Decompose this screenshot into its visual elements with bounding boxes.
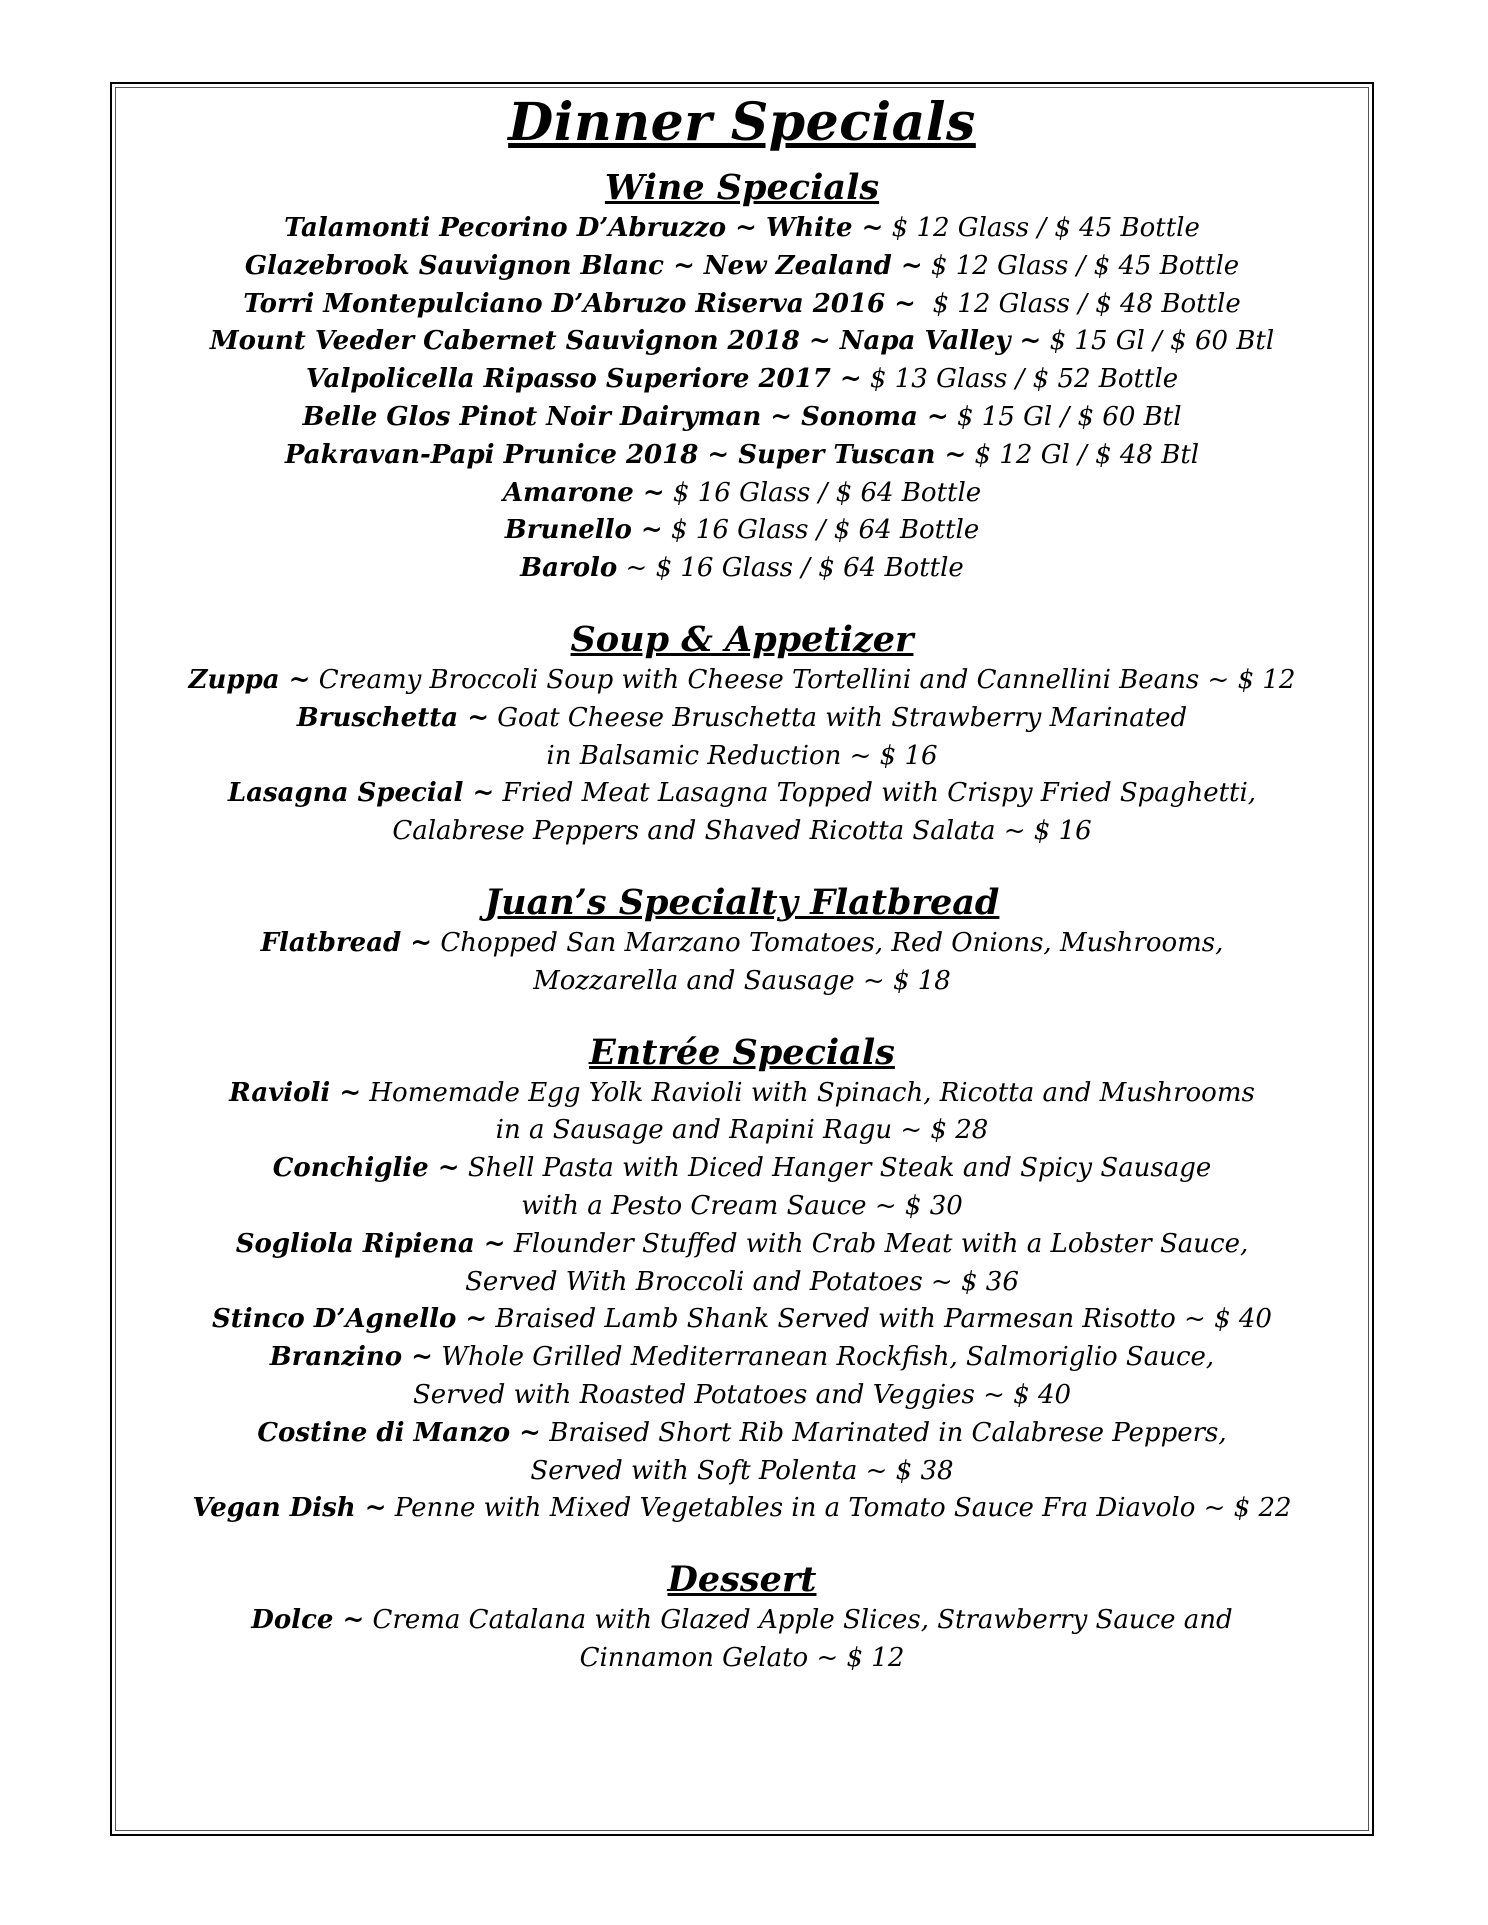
wine-price: $ 16 Glass / $ 64 Bottle [664,477,982,508]
wine-item [112,512,1372,550]
spacer [112,1528,1372,1558]
item-name: Branzino ~ [269,1342,433,1373]
item-desc-cont: with a Pesto Cream Sauce ~ $ 30 [521,1190,963,1221]
item-desc: Creamy Broccoli Soup with Cheese Tortellini and Cannellini Beans ~ $ 12 [310,664,1296,695]
item-name: Lasagna Special ~ [227,778,495,809]
wine-name: Belle Glos Pinot Noir Dairyman ~ Sonoma ~ [302,401,949,432]
menu-item-conchiglie [112,1150,1372,1188]
menu-content [112,90,1372,1678]
wine-item [112,323,1372,361]
item-desc-cont: Served With Broccoli and Potatoes ~ $ 36 [465,1266,1019,1297]
wine-price: $ 12 Gl / $ 48 Btl [966,439,1200,470]
menu-item-stinco [112,1301,1372,1339]
menu-item-lasagna [112,775,1372,813]
item-desc-cont: Mozzarella and Sausage ~ $ 18 [533,965,951,996]
wine-name: Amarone ~ [502,477,665,508]
wine-price: $ 12 Glass / $ 45 Bottle [922,250,1240,281]
item-desc-cont: Calabrese Peppers and Shaved Ricotta Salata ~ $ 16 [392,816,1092,847]
wine-name: Pakravan-Papi Prunice 2018 ~ Super Tuscan ~ [284,439,967,470]
menu-item-dolce [112,1602,1372,1640]
item-name: Zuppa ~ [188,664,311,695]
wine-item [112,248,1372,286]
menu-item-ravioli [112,1075,1372,1113]
item-desc: Shell Pasta with Diced Hanger Steak and Spicy Sausage [459,1153,1212,1184]
entree-heading: Entrée Specials [589,1031,895,1073]
item-name: Sogliola Ripiena ~ [235,1228,506,1259]
wine-item [112,286,1372,324]
item-name: Costine di Manzo ~ [257,1417,541,1448]
wine-price: $ 15 Gl / $ 60 Btl [948,401,1182,432]
wine-name: Mount Veeder Cabernet Sauvignon 2018 ~ Napa Valley ~ [209,326,1042,357]
wine-item [112,550,1372,588]
item-desc-cont: Served with Soft Polenta ~ $ 38 [530,1455,954,1486]
spacer [112,851,1372,881]
wine-price: $ 12 Glass / $ 45 Bottle [883,213,1200,243]
wine-name: Glazebrook Sauvignon Blanc ~ New Zealand ~ [244,250,923,281]
menu-item-branzino [112,1339,1372,1377]
wine-price: $ 15 Gl / $ 60 Btl [1041,326,1275,357]
item-desc: Fried Meat Lasagna Topped with Crispy Fried Spaghetti, [494,778,1257,809]
wine-name: Brunello ~ [504,515,663,546]
item-name: Conchiglie ~ [272,1153,460,1184]
item-name: Vegan Dish ~ [192,1493,387,1524]
item-name: Ravioli ~ [229,1077,362,1108]
spacer [112,588,1372,618]
item-name: Flatbread ~ [260,927,433,958]
wine-price: $ 13 Glass / $ 52 Bottle [861,364,1179,395]
item-desc-cont: in Balsamic Reduction ~ $ 16 [546,740,938,771]
item-desc: Homemade Egg Yolk Ravioli with Spinach, Ricotta and Mushrooms [361,1077,1255,1108]
dessert-heading: Dessert [667,1559,817,1601]
wine-item [112,210,1372,248]
item-desc-cont: Served with Roasted Potatoes and Veggies ~ $ 40 [412,1379,1072,1410]
item-name: Bruschetta ~ [296,702,489,733]
page-title: Dinner Specials [508,92,976,153]
wine-heading: Wine Specials [604,167,880,208]
menu-item-zuppa [112,662,1372,700]
item-desc-cont: in a Sausage and Rapini Ragu ~ $ 28 [495,1115,989,1146]
wine-name: Barolo [520,553,618,584]
item-desc: Braised Short Rib Marinated in Calabrese Peppers, [540,1417,1227,1448]
item-desc: Braised Lamb Shank Served with Parmesan Risotto ~ $ 40 [487,1304,1272,1335]
wine-name: Valpolicella Ripasso Superiore 2017 ~ [305,364,862,395]
item-desc: Whole Grilled Mediterranean Rockfish, Salmoriglio Sauce, [432,1342,1215,1373]
wine-price: ~ $ 16 Glass / $ 64 Bottle [617,553,964,584]
item-desc: Chopped San Marzano Tomatoes, Red Onions, Mushrooms, [432,927,1224,958]
menu-item-sogliola [112,1226,1372,1264]
menu-item-costine [112,1415,1372,1453]
flatbread-heading: Juan’s Specialty Flatbread [484,881,1000,923]
item-name: Stinco D’Agnello ~ [212,1304,488,1335]
item-desc: Goat Cheese Bruschetta with Strawberry Marinated [489,702,1188,733]
wine-item [112,399,1372,437]
wine-price: $ 16 Glass / $ 64 Bottle [662,515,980,546]
item-desc: Crema Catalana with Glazed Apple Slices, Strawberry Sauce and [364,1605,1233,1636]
item-desc: Penne with Mixed Vegetables in a Tomato Sauce Fra Diavolo ~ $ 22 [386,1493,1292,1524]
wine-name: Torri Montepulciano D’Abruzo Riserva 2016 ~ [243,288,916,319]
wine-name: Talamonti Pecorino D’Abruzzo ~ White ~ [284,213,884,243]
menu-item-flatbread [112,925,1372,963]
wine-price: $ 12 Glass / $ 48 Bottle [915,288,1241,319]
item-desc: Flounder Stuffed with Crab Meat with a Lobster Sauce, [505,1228,1249,1259]
item-name: Dolce ~ [251,1605,365,1636]
wine-item [112,437,1372,475]
wine-item [112,361,1372,399]
menu-item-bruschetta [112,700,1372,738]
soup-heading: Soup & Appetizer [570,618,914,660]
spacer [112,1001,1372,1031]
menu-item-vegan [112,1490,1372,1528]
item-desc-cont: Cinnamon Gelato ~ $ 12 [579,1642,905,1673]
wine-item [112,475,1372,513]
